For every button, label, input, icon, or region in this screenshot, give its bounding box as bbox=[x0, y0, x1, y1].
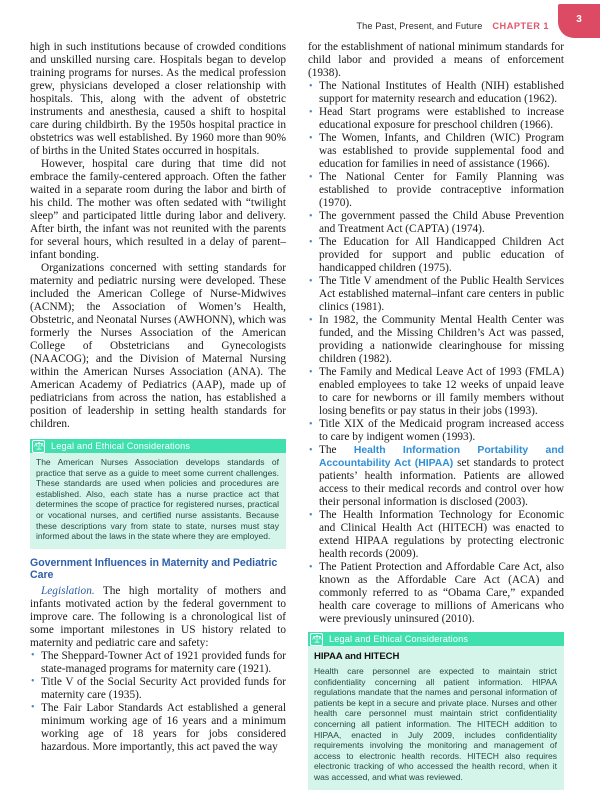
section-heading-government-influences: Government Influences in Maternity and Pediatric Care bbox=[30, 556, 278, 582]
list-item: • The Fair Labor Standards Act established a general minimum working age of 16 years and a minimum working age of 18 years for jobs considered hazardous. More importantly, this act paved the way bbox=[30, 702, 286, 754]
paragraph-hospital-care: However, hospital care during that time did not embrace the family-centered approach. Often the father waited in a separate room during the labor and birth of his child. The mother was often sedated with “twilight sleep” and participated little during labor and delivery. After birth, the infant was not reunited with the parents for several hours, which resulted in a delay of parent–infant bonding. bbox=[30, 158, 286, 261]
legal-ethical-box-left bbox=[30, 439, 286, 549]
legislation-paragraph-text: The high mortality of mothers and infants motivated action by the federal government to improve care. The following is a chronological list of some important milestones in US history related to maternity and pediatric care and safety: bbox=[30, 584, 286, 649]
list-item: • The Education for All Handicapped Children Act provided for support and public education of handicapped children (1975). bbox=[308, 236, 564, 275]
list-item: • The government passed the Child Abuse Prevention and Treatment Act (CAPTA) (1974). bbox=[308, 210, 564, 236]
running-header-inner bbox=[356, 14, 600, 38]
paragraph-continuation: high in such institutions because of crowded conditions and unskilled nursing care. Hospitals began to develop training programs for nurses. As the medical profession grew, physicians developed a closer relationship with hospitals. This, along with the advent of obstetric instruments and anesthesia, caused a shift to hospital care during childbirth. By the 1950s hospital practice in obstetrics was well established. By 1960 more than 90% of births in the United States occurred in hospitals. bbox=[30, 41, 286, 157]
legal-ethical-box-right-bar bbox=[308, 632, 564, 646]
paragraph-legislation bbox=[30, 585, 286, 650]
legal-ethical-box-right-subheading: HIPAA and HITECH bbox=[314, 651, 400, 662]
list-item: • The Health Information Technology for Economic and Clinical Health Act (HITECH) was enacted to extend HIPAA regulations by protecting electronic health records (2009). bbox=[308, 509, 564, 561]
left-column bbox=[30, 41, 286, 790]
legal-ethical-box-right-body bbox=[308, 646, 564, 790]
paragraph-organizations: Organizations concerned with setting standards for maternity and pediatric nursing were developed. These included the American College of Nurse-Midwives (ACNM); the Association of Women’s Health, Obstetric, and Neonatal Nurses (AWHONN), which was formerly the Nurses Association of the American College of Obstetricians and Gynecologists (NAACOG); and the Division of Maternal Nursing within the American Nurses Association (ANA). The American Academy of Pediatrics (AAP), made up of pediatricians from across the nation, has established a position of leadership in setting health standards for children. bbox=[30, 262, 286, 430]
list-item: • The Patient Protection and Affordable Care Act, also known as the Affordable Care Act (ACA) and commonly referred to as “Obama Care,” expanded health care coverage to millions of Americans who were previously uninsured (2010). bbox=[308, 561, 564, 626]
running-header-chapter: CHAPTER 1 bbox=[492, 21, 549, 31]
list-item: • Head Start programs were established to increase educational exposure for preschool children (1966). bbox=[308, 106, 564, 132]
list-item: • The Sheppard-Towner Act of 1921 provided funds for state-managed programs for maternity care (1921). bbox=[30, 650, 286, 676]
hipaa-bullet-lead: The bbox=[319, 444, 354, 456]
list-item-hipaa bbox=[308, 444, 564, 509]
list-item: • The Women, Infants, and Children (WIC) Program was established to provide supplemental food and education for families in need of assistance (1966). bbox=[308, 132, 564, 171]
legal-ethical-box-left-bar bbox=[30, 439, 286, 453]
legal-ethical-box-left-text: The American Nurses Association develops standards of practice that serve as a guide to meet some current challenges. These standards are used when policies and procedures are established. Also, each state has a nurse practice act that determines the scope of practice for registered nurses, practical or vocational nurses, and certified nurse assistants. Because these descriptions vary from state to state, nurses must stay informed about the laws in the state where they are employed. bbox=[36, 457, 279, 542]
list-item: • Title V of the Social Security Act provided funds for maternity care (1935). bbox=[30, 676, 286, 702]
paragraph-bullet-continuation: for the establishment of national minimum standards for child labor and provided a means of enforcement (1938). bbox=[308, 41, 564, 79]
list-item: • The Family and Medical Leave Act of 1993 (FMLA) enabled employees to take 12 weeks of unpaid leave to care for newborns or ill family members without losing benefits or pay status in their jobs (1993). bbox=[308, 366, 564, 418]
legal-ethical-box-left-body bbox=[30, 453, 286, 549]
page-running-header bbox=[0, 0, 600, 38]
list-item: • Title XIX of the Medicaid program increased access to care by indigent women (1993). bbox=[308, 418, 564, 444]
list-item: • The National Center for Family Planning was established to provide contraceptive information (1970). bbox=[308, 171, 564, 210]
legislation-bullet-list-left bbox=[30, 650, 286, 754]
running-header-title: The Past, Present, and Future bbox=[356, 21, 483, 31]
page-columns bbox=[30, 41, 575, 790]
legal-ethical-box-left-label: Legal and Ethical Considerations bbox=[51, 441, 191, 451]
list-item: • The Title V amendment of the Public Health Services Act established maternal–infant care centers in public clinics (1981). bbox=[308, 275, 564, 314]
legal-ethical-box-right-label: Legal and Ethical Considerations bbox=[329, 634, 469, 644]
list-item: • The National Institutes of Health (NIH) established support for maternity research and education (1962). bbox=[308, 80, 564, 106]
list-item: • In 1982, the Community Mental Health Center was funded, and the Missing Children’s Act was passed, providing a nationwide clearinghouse for missing children (1982). bbox=[308, 314, 564, 366]
legal-ethical-box-right bbox=[308, 632, 564, 790]
page-number-badge: 3 bbox=[558, 4, 600, 38]
legal-ethical-box-right-text: Health care personnel are expected to maintain strict confidentiality concerning all patient information. HIPAA regulations mandate that the names and personal information of patients be kept in a secure and private place. Nurses and other health care personnel must maintain strict confidentiality concerning all patient information. The HITECH addition to HIPAA, enacted in July 2009, includes confidentiality requirements involving the monitoring and management of access to electronic health records. HITECH also requires electronic tracking of who accessed the health record, when it was accessed, and what was reviewed. bbox=[314, 666, 557, 782]
scales-of-justice-icon bbox=[32, 440, 45, 453]
hipaa-bullet-rest: set standards to protect patients’ health information. Patients are allowed access to their medical records and control over how their personal information is disclosed (2003). bbox=[319, 457, 564, 508]
legislation-bullet-list-right bbox=[308, 80, 564, 626]
legislation-run-in-head: Legislation. bbox=[41, 584, 95, 597]
hipaa-key-term: Health Information Portability and Accountability Act (HIPAA) bbox=[319, 445, 565, 469]
scales-of-justice-icon bbox=[310, 633, 323, 646]
right-column bbox=[308, 41, 564, 790]
